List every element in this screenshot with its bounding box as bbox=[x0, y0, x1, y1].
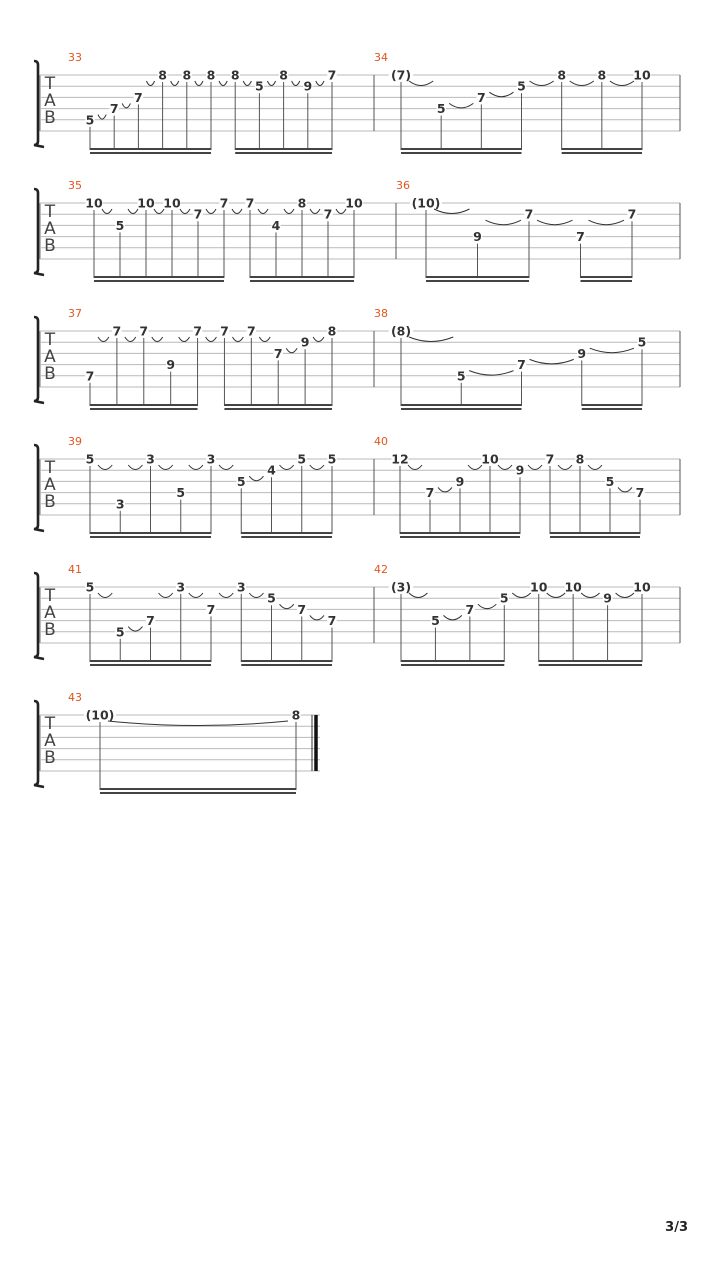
tab-clef-letter: A bbox=[44, 603, 56, 623]
staff-system-6 bbox=[34, 691, 320, 793]
fret-number: 5 bbox=[327, 451, 337, 467]
fret-number: (7) bbox=[390, 67, 412, 83]
fret-number: 5 bbox=[115, 624, 125, 640]
tie-arc bbox=[478, 604, 496, 609]
tie-arc bbox=[528, 465, 542, 470]
tie-arc bbox=[259, 337, 270, 342]
measure-number: 38 bbox=[374, 307, 388, 320]
tab-clef-letter: T bbox=[44, 74, 56, 94]
tie-arc bbox=[258, 209, 268, 214]
fret-number: 7 bbox=[517, 357, 526, 373]
tie-arc bbox=[310, 209, 320, 214]
fret-number: 10 bbox=[530, 579, 548, 595]
tab-clef-letter: A bbox=[44, 347, 56, 367]
fret-number: (10) bbox=[85, 707, 115, 723]
measure-number: 39 bbox=[68, 435, 82, 448]
fret-number: 5 bbox=[85, 112, 95, 128]
staff-system-2 bbox=[34, 179, 680, 281]
tie-arc bbox=[547, 593, 565, 598]
fret-number: 9 bbox=[603, 590, 612, 606]
tie-arc bbox=[159, 593, 173, 598]
tie-arc bbox=[219, 593, 233, 598]
tie-arc bbox=[570, 81, 594, 86]
tie-arc bbox=[286, 348, 297, 353]
tie-arc bbox=[443, 615, 461, 620]
measure-number: 42 bbox=[374, 563, 388, 576]
tie-arc bbox=[537, 220, 573, 225]
tie-arc bbox=[292, 81, 300, 86]
measure-number: 40 bbox=[374, 435, 388, 448]
fret-number: 7 bbox=[323, 206, 333, 222]
tie-arc bbox=[610, 81, 634, 86]
tie-arc bbox=[122, 103, 130, 108]
fret-number: 7 bbox=[627, 206, 637, 222]
fret-number: 10 bbox=[345, 195, 363, 211]
fret-number: 7 bbox=[273, 345, 283, 361]
tie-arc bbox=[468, 465, 482, 470]
staff-system-1 bbox=[34, 51, 680, 153]
tie-arc bbox=[98, 465, 112, 470]
tab-clef-letter: T bbox=[44, 330, 56, 350]
fret-number: 3 bbox=[146, 451, 155, 467]
fret-number: 9 bbox=[300, 334, 310, 350]
tie-arc bbox=[98, 337, 109, 342]
tie-arc bbox=[489, 92, 513, 97]
tie-arc bbox=[189, 593, 203, 598]
measure-number: 33 bbox=[68, 51, 82, 64]
fret-number: 7 bbox=[112, 323, 122, 339]
fret-number: 5 bbox=[267, 590, 276, 606]
fret-number: 10 bbox=[564, 579, 582, 595]
staff-bracket bbox=[34, 61, 44, 147]
tie-arc bbox=[316, 81, 324, 86]
staff-system-3 bbox=[34, 307, 680, 409]
tie-arc bbox=[313, 337, 324, 342]
tab-clef-letter: B bbox=[44, 364, 56, 384]
fret-number: 7 bbox=[220, 323, 229, 339]
fret-number: 5 bbox=[297, 451, 307, 467]
tab-clef-letter: A bbox=[44, 475, 56, 495]
tie-arc bbox=[530, 359, 574, 364]
tie-arc bbox=[280, 465, 294, 470]
tie-arc bbox=[590, 348, 634, 353]
fret-number: (3) bbox=[390, 579, 412, 595]
fret-number: (10) bbox=[411, 195, 441, 211]
tie-arc bbox=[267, 81, 275, 86]
fret-number: 10 bbox=[163, 195, 181, 211]
staff-system-4 bbox=[34, 435, 680, 537]
fret-number: 5 bbox=[436, 101, 446, 117]
tie-arc bbox=[128, 627, 142, 632]
fret-number: 10 bbox=[633, 67, 651, 83]
tie-arc bbox=[232, 337, 243, 342]
fret-number: 7 bbox=[193, 323, 202, 339]
tie-arc bbox=[171, 81, 179, 86]
fret-number: 5 bbox=[431, 613, 440, 629]
tie-arc bbox=[310, 465, 324, 470]
fret-number: 3 bbox=[206, 451, 216, 467]
fret-number: 7 bbox=[545, 451, 555, 467]
fret-number: 7 bbox=[206, 601, 216, 617]
fret-number: 7 bbox=[576, 229, 585, 245]
fret-number: 12 bbox=[391, 451, 409, 467]
fret-number: 8 bbox=[158, 67, 167, 83]
measure-number: 37 bbox=[68, 307, 82, 320]
tie-arc bbox=[180, 209, 190, 214]
fret-number: 7 bbox=[297, 601, 307, 617]
tab-clef-letter: B bbox=[44, 492, 56, 512]
fret-number: 5 bbox=[85, 451, 95, 467]
staff-bracket bbox=[34, 573, 44, 659]
fret-number: 7 bbox=[193, 206, 203, 222]
fret-number: 9 bbox=[473, 229, 482, 245]
fret-number: 8 bbox=[206, 67, 216, 83]
fret-number: 7 bbox=[635, 485, 645, 501]
fret-number: 8 bbox=[230, 67, 240, 83]
tie-arc bbox=[206, 209, 216, 214]
tie-arc bbox=[243, 81, 251, 86]
tie-arc bbox=[408, 465, 422, 470]
tie-arc bbox=[618, 487, 632, 492]
fret-number: 10 bbox=[85, 195, 103, 211]
tie-arc bbox=[581, 593, 599, 598]
fret-number: 8 bbox=[575, 451, 585, 467]
tie-arc bbox=[530, 81, 554, 86]
tie-arc bbox=[616, 593, 634, 598]
fret-number: 5 bbox=[236, 473, 246, 489]
fret-number: 5 bbox=[85, 579, 95, 595]
tie-arc bbox=[409, 81, 433, 86]
fret-number: 3 bbox=[115, 496, 125, 512]
tie-arc bbox=[219, 465, 233, 470]
fret-number: 7 bbox=[245, 195, 255, 211]
tie-arc bbox=[409, 337, 453, 342]
staff-bracket bbox=[34, 445, 44, 531]
page-number: 3/3 bbox=[665, 1220, 688, 1235]
tie-arc bbox=[438, 487, 452, 492]
fret-number: 7 bbox=[246, 323, 256, 339]
tie-arc bbox=[179, 337, 190, 342]
tab-clef-letter: T bbox=[44, 458, 56, 478]
tie-arc bbox=[152, 337, 163, 342]
measure-number: 43 bbox=[68, 691, 82, 704]
tie-arc bbox=[125, 337, 136, 342]
tie-arc bbox=[159, 465, 173, 470]
fret-number: 8 bbox=[597, 67, 607, 83]
staff-system-5 bbox=[34, 563, 680, 665]
staff-bracket bbox=[34, 317, 44, 403]
tie-arc bbox=[219, 81, 227, 86]
staff-bracket bbox=[34, 701, 44, 787]
fret-number: 7 bbox=[146, 613, 155, 629]
fret-number: 5 bbox=[517, 78, 526, 94]
tie-arc bbox=[108, 721, 288, 726]
staff-bracket bbox=[34, 189, 44, 275]
tie-arc bbox=[249, 476, 263, 481]
tie-arc bbox=[232, 209, 242, 214]
tab-clef-letter: A bbox=[44, 219, 56, 239]
fret-number: 7 bbox=[109, 101, 119, 117]
fret-number: 8 bbox=[291, 707, 301, 723]
tab-clef-letter: B bbox=[44, 108, 56, 128]
fret-number: 10 bbox=[633, 579, 651, 595]
fret-number: 5 bbox=[637, 334, 647, 350]
fret-number: 3 bbox=[176, 579, 186, 595]
tie-arc bbox=[469, 371, 513, 376]
fret-number: 5 bbox=[456, 368, 466, 384]
fret-number: 7 bbox=[134, 89, 143, 105]
fret-number: 5 bbox=[605, 473, 615, 489]
tie-arc bbox=[588, 465, 602, 470]
fret-number: 8 bbox=[279, 67, 288, 83]
tab-clef-letter: A bbox=[44, 731, 56, 751]
fret-number: 7 bbox=[327, 67, 337, 83]
fret-number: 7 bbox=[327, 613, 337, 629]
fret-number: 7 bbox=[524, 206, 534, 222]
fret-number: 8 bbox=[327, 323, 337, 339]
tie-arc bbox=[128, 465, 142, 470]
tab-clef-letter: T bbox=[44, 586, 56, 606]
tie-arc bbox=[189, 465, 203, 470]
tie-arc bbox=[498, 465, 512, 470]
fret-number: 3 bbox=[236, 579, 246, 595]
fret-number: 4 bbox=[271, 217, 281, 233]
fret-number: 10 bbox=[481, 451, 499, 467]
fret-number: 5 bbox=[115, 217, 125, 233]
fret-number: 5 bbox=[255, 78, 264, 94]
tie-arc bbox=[195, 81, 203, 86]
measure-number: 34 bbox=[374, 51, 388, 64]
fret-number: 8 bbox=[297, 195, 307, 211]
fret-number: 7 bbox=[476, 89, 486, 105]
tie-arc bbox=[98, 593, 112, 598]
tie-arc bbox=[512, 593, 530, 598]
tab-clef-letter: B bbox=[44, 620, 56, 640]
fret-number: 4 bbox=[267, 462, 276, 478]
tie-arc bbox=[589, 220, 625, 225]
fret-number: 5 bbox=[176, 485, 186, 501]
fret-number: 8 bbox=[557, 67, 567, 83]
tab-clef-letter: B bbox=[44, 236, 56, 256]
tie-arc bbox=[102, 209, 112, 214]
measure-number: 35 bbox=[68, 179, 82, 192]
measure-number: 41 bbox=[68, 563, 82, 576]
fret-number: 7 bbox=[465, 601, 475, 617]
fret-number: 7 bbox=[139, 323, 149, 339]
fret-number: 9 bbox=[455, 473, 465, 489]
tie-arc bbox=[280, 604, 294, 609]
fret-number: 7 bbox=[85, 368, 95, 384]
fret-number: 8 bbox=[182, 67, 192, 83]
tab-clef-letter: A bbox=[44, 91, 56, 111]
tie-arc bbox=[146, 81, 154, 86]
tie-arc bbox=[449, 103, 473, 108]
fret-number: 9 bbox=[166, 357, 176, 373]
fret-number: 9 bbox=[515, 462, 525, 478]
fret-number: 10 bbox=[137, 195, 155, 211]
fret-number: (8) bbox=[390, 323, 412, 339]
tie-arc bbox=[486, 220, 522, 225]
tie-arc bbox=[409, 593, 427, 598]
fret-number: 9 bbox=[303, 78, 313, 94]
tie-arc bbox=[206, 337, 217, 342]
tie-arc bbox=[310, 615, 324, 620]
tab-clef-letter: T bbox=[44, 202, 56, 222]
tie-arc bbox=[558, 465, 572, 470]
fret-number: 5 bbox=[499, 590, 509, 606]
measure-number: 36 bbox=[396, 179, 410, 192]
tab-clef-letter: T bbox=[44, 714, 56, 734]
fret-number: 7 bbox=[219, 195, 229, 211]
fret-number: 9 bbox=[577, 345, 587, 361]
tie-arc bbox=[284, 209, 294, 214]
tie-arc bbox=[249, 593, 263, 598]
fret-number: 7 bbox=[425, 485, 435, 501]
tie-arc bbox=[98, 115, 106, 120]
tab-clef-letter: B bbox=[44, 748, 56, 768]
